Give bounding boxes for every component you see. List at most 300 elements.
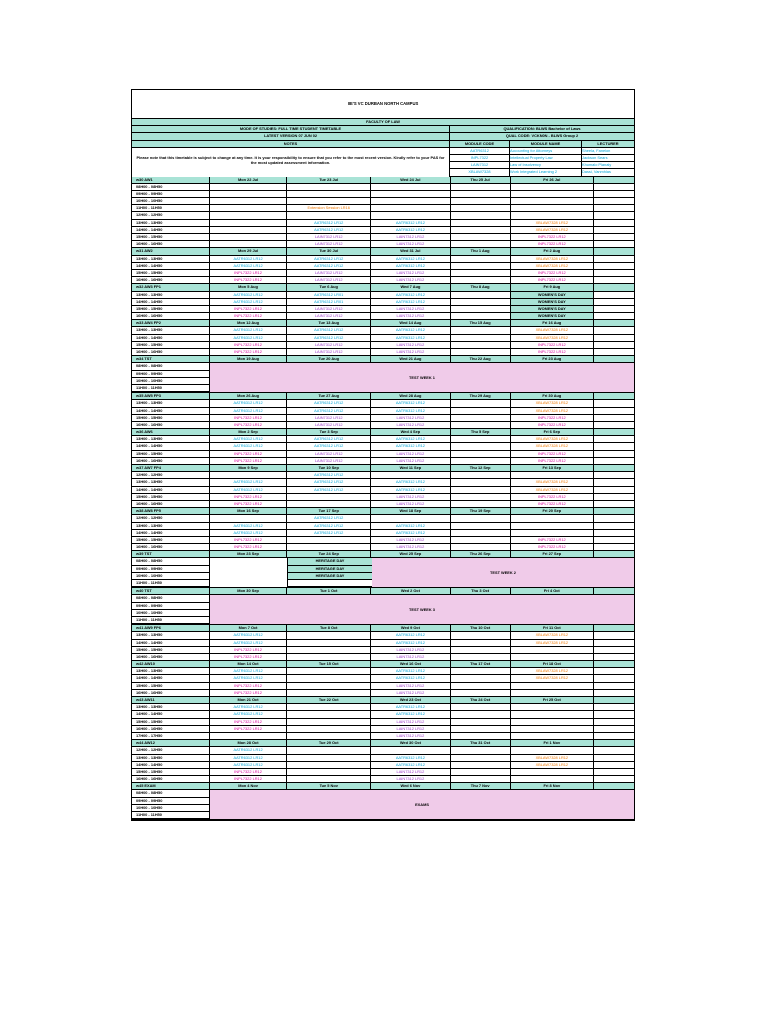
class-cell: AATR6312 LR12 — [287, 479, 371, 485]
week-label: w35 AW5 FP3 — [132, 393, 210, 399]
class-cell — [451, 769, 511, 775]
class-cell: WOMEN'S DAY — [511, 292, 595, 298]
class-cell: LAIN7312 LR12 — [371, 683, 451, 689]
class-cell: LAIN7312 LR12 — [287, 306, 371, 312]
class-cell — [451, 408, 511, 414]
empty-cell — [594, 668, 634, 674]
time-row — [132, 683, 634, 690]
class-cell: INPL7322 LR12 — [511, 415, 595, 421]
time-slot: 14H00 - 14H50 — [132, 408, 210, 414]
week-header-row — [132, 661, 634, 668]
class-cell — [451, 690, 511, 696]
class-cell: AATR6312 LR12 — [371, 299, 451, 305]
class-cell: AATR6312 LR12 — [210, 256, 288, 262]
class-cell: INPL7322 LR12 — [511, 342, 595, 348]
class-cell: AATR6312 LR12 — [371, 704, 451, 710]
time-row — [132, 342, 634, 349]
class-cell: INPL7322 LR12 — [511, 494, 595, 500]
empty-cell — [594, 494, 634, 500]
class-cell — [511, 205, 595, 211]
class-cell — [451, 530, 511, 536]
day-header: Tue 10 Sep — [287, 465, 371, 471]
time-slot: 16H00 - 16H50 — [132, 501, 210, 507]
time-slot: 16H00 - 16H50 — [132, 422, 210, 428]
class-cell: AATR6312 LR12 — [371, 632, 451, 638]
class-cell: INPL7322 LR12 — [511, 270, 595, 276]
week-header-row — [132, 393, 634, 400]
class-cell — [287, 704, 371, 710]
class-cell: INPL7322 LR12 — [210, 654, 288, 660]
class-cell — [511, 690, 595, 696]
class-cell: LAIN7312 LR12 — [371, 422, 451, 428]
time-row — [132, 378, 210, 385]
class-cell: AATR6312 LR12 — [287, 227, 371, 233]
day-header: Mon 12 Aug — [210, 320, 288, 326]
empty-cell — [594, 422, 634, 428]
empty-cell — [594, 704, 634, 710]
class-cell: LAIN7312 LR12 — [371, 451, 451, 457]
class-cell: INPL7322 LR12 — [511, 234, 595, 240]
module-lecturer: Sheela, Fanelon — [582, 147, 611, 153]
time-slot: 09H00 - 09H50 — [132, 603, 210, 609]
day-header: Fri 6 Sep — [511, 429, 595, 435]
time-slot: 12H00 - 12H50 — [132, 472, 210, 478]
day-header-empty — [594, 429, 634, 435]
time-slot: 09H00 - 09H50 — [132, 566, 210, 572]
class-cell: INPL7322 LR12 — [511, 451, 595, 457]
class-cell: AATR6312 LR12 — [210, 762, 288, 768]
class-cell — [451, 675, 511, 681]
time-slot: 10H00 - 10H50 — [132, 378, 210, 384]
day-header: Tue 22 Oct — [287, 697, 371, 703]
day-header: Wed 31 Jul — [371, 248, 451, 254]
empty-cell — [594, 690, 634, 696]
empty-cell — [594, 349, 634, 355]
time-slot: 09H00 - 09H50 — [132, 371, 210, 377]
empty-cell — [594, 544, 634, 550]
time-row — [132, 408, 634, 415]
class-cell: XBLAW7328 LR12 — [511, 263, 595, 269]
time-slot: 17H00 - 17H50 — [132, 733, 210, 739]
class-cell — [451, 327, 511, 333]
day-header: Tue 13 Aug — [287, 320, 371, 326]
empty-cell — [594, 234, 634, 240]
week-header-row — [132, 625, 634, 632]
time-slot: 15H00 - 15H50 — [132, 647, 210, 653]
class-cell — [511, 530, 595, 536]
week-label: w32 AW3 FP1 — [132, 284, 210, 290]
class-cell — [287, 184, 371, 190]
time-row — [132, 566, 210, 573]
class-cell — [511, 647, 595, 653]
week-label: w41 AW9 FP6 — [132, 625, 210, 631]
class-cell — [210, 733, 288, 739]
time-row — [132, 733, 634, 740]
class-cell — [287, 191, 371, 197]
time-slot: 11H00 - 11H50 — [132, 205, 210, 211]
time-row — [132, 270, 634, 277]
class-cell — [451, 683, 511, 689]
class-cell — [451, 313, 511, 319]
class-cell — [287, 776, 371, 782]
time-slot: 11H00 - 11H50 — [132, 812, 210, 818]
class-cell: INPL7322 LR12 — [511, 241, 595, 247]
class-cell: AATR6312 LR12 — [210, 675, 288, 681]
empty-cell — [594, 256, 634, 262]
class-cell — [210, 515, 288, 521]
class-cell — [511, 726, 595, 732]
day-header: Fri 13 Sep — [511, 465, 595, 471]
day-header: Mon 26 Aug — [210, 393, 288, 399]
day-header: Wed 9 Oct — [371, 625, 451, 631]
class-cell — [451, 515, 511, 521]
class-cell: AATR6312 LR12 — [210, 747, 288, 753]
class-cell: AATR6312 LR12 — [371, 263, 451, 269]
merged-label: TEST WEEK 1 — [210, 363, 634, 392]
time-slot: 15H00 - 15H50 — [132, 234, 210, 240]
time-row — [132, 711, 634, 718]
day-header-empty — [594, 697, 634, 703]
class-cell: LAIN7312 LR12 — [371, 733, 451, 739]
class-cell — [287, 501, 371, 507]
week-header-row — [132, 248, 634, 255]
day-header: Thu 29 Aug — [451, 393, 511, 399]
class-cell: LAIN7312 LR12 — [287, 234, 371, 240]
class-cell — [451, 198, 511, 204]
class-cell: XBLAW7328 LR12 — [511, 335, 595, 341]
class-cell: XBLAW7328 LR12 — [511, 675, 595, 681]
day-header: Wed 6 Nov — [371, 783, 451, 789]
time-slot: 14H00 - 14H50 — [132, 443, 210, 449]
qualification-label: QUALIFICATION: BLWS Bachelor of Laws — [503, 126, 581, 132]
day-header: Tue 6 Aug — [287, 284, 371, 290]
module-header-cell: LECTURER — [597, 140, 619, 146]
time-slot: 16H00 - 16H50 — [132, 313, 210, 319]
time-row — [132, 220, 634, 227]
heritage-row — [288, 573, 372, 580]
class-cell: INPL7322 LR12 — [210, 451, 288, 457]
class-cell: LAIN7312 LR12 — [371, 313, 451, 319]
empty-cell — [594, 458, 634, 464]
class-cell — [451, 191, 511, 197]
time-slot: 16H00 - 16H50 — [132, 654, 210, 660]
class-cell — [287, 198, 371, 204]
class-cell — [451, 719, 511, 725]
empty-cell — [594, 327, 634, 333]
class-cell: AATR6312 LR12 — [287, 220, 371, 226]
time-row — [132, 349, 634, 356]
class-cell — [287, 640, 371, 646]
time-row — [132, 263, 634, 270]
class-cell: AATR6312 LR12 — [210, 408, 288, 414]
time-slot: 14H00 - 14H50 — [132, 640, 210, 646]
class-cell: INPL7322 LR12 — [210, 769, 288, 775]
class-cell — [451, 436, 511, 442]
class-cell — [451, 263, 511, 269]
day-header: Thu 12 Sep — [451, 465, 511, 471]
class-cell: AATR6312 LR12 — [210, 299, 288, 305]
class-cell — [451, 458, 511, 464]
time-row — [132, 363, 210, 370]
class-cell — [210, 234, 288, 240]
class-cell — [451, 711, 511, 717]
day-header-empty — [594, 356, 634, 362]
campus-title: IIE'S VC DURBAN NORTH CAMPUS — [132, 90, 634, 119]
class-cell: LAIN7312 LR12 — [287, 349, 371, 355]
day-header: Thu 3 Oct — [451, 588, 511, 594]
time-row — [132, 385, 210, 392]
class-cell — [511, 184, 595, 190]
day-header-empty — [594, 248, 634, 254]
mode-label: MODE OF STUDIES: FULL TIME STUDENT TIMETABLE — [239, 126, 342, 132]
class-cell: LAIN7312 LR12 — [287, 422, 371, 428]
empty-cell — [594, 191, 634, 197]
time-slot: 13H00 - 13H50 — [132, 327, 210, 333]
day-header: Fri 23 Aug — [511, 356, 595, 362]
class-cell: INPL7322 LR12 — [210, 270, 288, 276]
time-slot: 13H00 - 13H50 — [132, 256, 210, 262]
day-header: Fri 1 Nov — [511, 740, 595, 746]
class-cell — [511, 472, 595, 478]
time-column — [132, 558, 210, 587]
empty-cell — [594, 313, 634, 319]
time-slot: 16H00 - 16H50 — [132, 241, 210, 247]
time-slot: 14H00 - 14H50 — [132, 530, 210, 536]
empty-cell — [594, 415, 634, 421]
empty-cell — [594, 241, 634, 247]
heritage-day: HERITAGE DAY — [315, 558, 345, 564]
time-slot: 16H00 - 16H50 — [132, 458, 210, 464]
class-cell — [287, 690, 371, 696]
day-header: Tue 27 Aug — [287, 393, 371, 399]
time-row — [132, 704, 634, 711]
day-header: Fri 18 Oct — [511, 661, 595, 667]
module-row — [450, 162, 634, 169]
week-header-row — [132, 284, 634, 291]
empty-cell — [594, 537, 634, 543]
class-cell: LAIN7312 LR12 — [371, 349, 451, 355]
time-row — [132, 595, 210, 602]
time-slot: 13H00 - 13H50 — [132, 632, 210, 638]
meta-block — [132, 126, 634, 176]
time-slot: 14H00 - 14H50 — [132, 299, 210, 305]
class-cell — [287, 668, 371, 674]
class-cell — [287, 654, 371, 660]
class-cell: AATR6312 LR12 — [210, 263, 288, 269]
day-header-empty — [594, 551, 634, 557]
heritage-column — [288, 558, 372, 587]
class-cell: INPL7322 LR12 — [511, 422, 595, 428]
class-cell: INPL7322 LR12 — [210, 415, 288, 421]
day-header: Thu 26 Sep — [451, 551, 511, 557]
class-cell: LAIN7312 LR12 — [371, 277, 451, 283]
empty-cell — [594, 632, 634, 638]
class-cell: LAIN7312 LR12 — [287, 415, 371, 421]
empty-cell — [594, 335, 634, 341]
day-header: Wed 21 Aug — [371, 356, 451, 362]
class-cell: LAIN7312 LR12 — [371, 654, 451, 660]
module-row — [450, 169, 634, 176]
week-label: w43 AW11 — [132, 697, 210, 703]
time-slot: 14H00 - 14H50 — [132, 263, 210, 269]
class-cell: INPL7322 LR12 — [210, 494, 288, 500]
day-header: Fri 8 Nov — [511, 783, 595, 789]
empty-cell — [594, 342, 634, 348]
time-row — [132, 472, 634, 479]
empty-cell — [594, 769, 634, 775]
class-cell — [451, 479, 511, 485]
week-header-row — [132, 588, 634, 595]
time-slot: 15H00 - 15H50 — [132, 494, 210, 500]
time-row — [132, 603, 210, 610]
day-header: Mon 22 Jul — [210, 177, 288, 183]
time-row — [132, 198, 634, 205]
class-cell — [287, 537, 371, 543]
time-row — [132, 747, 634, 754]
week-header-row — [132, 740, 634, 747]
class-cell: LAIN7312 LR12 — [371, 458, 451, 464]
class-cell — [451, 422, 511, 428]
class-cell — [451, 299, 511, 305]
class-cell: AATR6312 LR12 — [287, 256, 371, 262]
heritage-row — [288, 580, 372, 587]
time-row — [132, 256, 634, 263]
class-cell: AATR6312 LR12 — [210, 436, 288, 442]
class-cell — [371, 747, 451, 753]
time-row — [132, 675, 634, 682]
monday-blank — [210, 558, 288, 587]
class-cell — [511, 733, 595, 739]
time-slot: 12H00 - 12H50 — [132, 212, 210, 218]
class-cell: XBLAW7328 LR12 — [511, 327, 595, 333]
time-slot: 14H00 - 14H50 — [132, 711, 210, 717]
class-cell: AATR6312 LR12 — [210, 292, 288, 298]
class-cell: WOMEN'S DAY — [511, 313, 595, 319]
time-row — [132, 443, 634, 450]
faculty-label: FACULTY OF LAW — [366, 119, 400, 124]
day-header-empty — [594, 588, 634, 594]
class-cell: LAIN7312 LR12 — [287, 458, 371, 464]
time-row — [132, 530, 634, 537]
class-cell — [451, 184, 511, 190]
time-slot: 14H00 - 14H50 — [132, 762, 210, 768]
day-header: Thu 19 Sep — [451, 508, 511, 514]
day-header: Tue 1 Oct — [287, 588, 371, 594]
time-row — [132, 436, 634, 443]
class-cell: INPL7322 LR12 — [210, 306, 288, 312]
class-cell — [210, 227, 288, 233]
class-cell: AATR6312 LR12 — [371, 220, 451, 226]
class-cell — [451, 472, 511, 478]
class-cell — [451, 537, 511, 543]
class-cell — [287, 212, 371, 218]
day-header: Tue 5 Nov — [287, 783, 371, 789]
class-cell: INPL7322 LR12 — [210, 544, 288, 550]
class-cell: Extension Session LR16 — [287, 205, 371, 211]
day-header: Thu 31 Oct — [451, 740, 511, 746]
day-header: Fri 27 Sep — [511, 551, 595, 557]
class-cell: LAIN7312 LR12 — [371, 501, 451, 507]
time-slot: 13H00 - 13H50 — [132, 668, 210, 674]
day-header: Wed 4 Sep — [371, 429, 451, 435]
empty-cell — [594, 212, 634, 218]
time-row — [132, 573, 210, 580]
class-cell — [210, 220, 288, 226]
class-cell: LAIN7312 LR12 — [287, 270, 371, 276]
day-header: Mon 2 Sep — [210, 429, 288, 435]
merged-block — [132, 790, 634, 820]
day-header-empty — [594, 177, 634, 183]
time-slot: 08H00 - 08H50 — [132, 363, 210, 369]
day-header: Fri 26 Jul — [511, 177, 595, 183]
day-header-empty — [594, 284, 634, 290]
class-cell — [511, 704, 595, 710]
time-row — [132, 234, 634, 241]
time-slot: 15H00 - 15H50 — [132, 270, 210, 276]
class-cell — [287, 726, 371, 732]
class-cell: AATR6312 LR12 — [210, 704, 288, 710]
class-cell: XBLAW7328 LR12 — [511, 640, 595, 646]
day-header: Tue 8 Oct — [287, 625, 371, 631]
class-cell: AATR6312 LR12 — [287, 443, 371, 449]
time-slot: 12H00 - 12H50 — [132, 747, 210, 753]
day-header: Tue 23 Jul — [287, 177, 371, 183]
class-cell: AATR6312 LR12 — [371, 292, 451, 298]
time-row — [132, 719, 634, 726]
class-cell — [287, 719, 371, 725]
class-cell — [451, 227, 511, 233]
time-slot: 15H00 - 15H50 — [132, 342, 210, 348]
class-cell — [511, 719, 595, 725]
day-header: Thu 7 Nov — [451, 783, 511, 789]
class-cell — [451, 668, 511, 674]
class-cell — [451, 212, 511, 218]
time-row — [132, 299, 634, 306]
empty-cell — [594, 719, 634, 725]
class-cell: WOMEN'S DAY — [511, 306, 595, 312]
time-row — [132, 227, 634, 234]
class-cell: AATR6312 LR12 — [210, 335, 288, 341]
week-header-row — [132, 783, 634, 790]
class-cell: AATR6312 LR01 — [287, 299, 371, 305]
time-column — [132, 363, 210, 392]
day-header: Wed 30 Oct — [371, 740, 451, 746]
class-cell: LAIN7312 LR12 — [371, 270, 451, 276]
merged-label: TEST WEEK 3 — [210, 595, 634, 624]
class-cell: AATR6312 LR12 — [371, 762, 451, 768]
class-cell: INPL7322 LR12 — [210, 422, 288, 428]
merged-block — [132, 595, 634, 625]
time-row — [132, 640, 634, 647]
module-row — [450, 155, 634, 162]
time-row — [132, 458, 634, 465]
class-cell: XBLAW7328 LR12 — [511, 755, 595, 761]
time-slot: 11H00 - 11H50 — [132, 385, 210, 391]
time-slot: 10H00 - 10H50 — [132, 573, 210, 579]
timetable-sheet — [131, 89, 635, 821]
class-cell — [451, 349, 511, 355]
class-cell: AATR6312 LR12 — [287, 263, 371, 269]
class-cell: INPL7322 LR12 — [511, 349, 595, 355]
module-code: INPL7322 — [450, 155, 510, 161]
empty-cell — [594, 400, 634, 406]
empty-cell — [594, 472, 634, 478]
class-cell: INPL7322 LR12 — [210, 776, 288, 782]
day-header: Thu 24 Oct — [451, 697, 511, 703]
day-header: Mon 30 Sep — [210, 588, 288, 594]
week-header-row — [132, 177, 634, 184]
day-header-empty — [594, 783, 634, 789]
